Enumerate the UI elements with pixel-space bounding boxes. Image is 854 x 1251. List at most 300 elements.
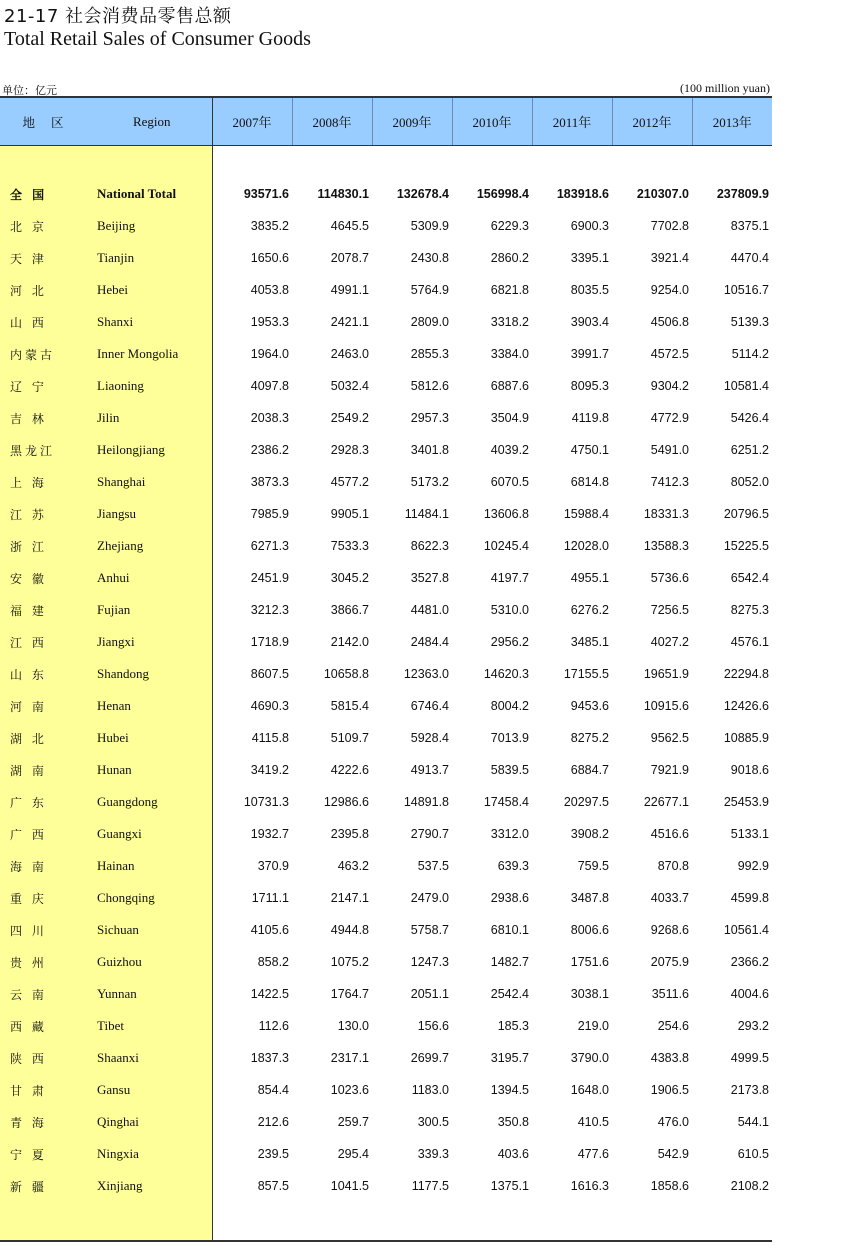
value-cell: 4750.1: [570, 443, 609, 457]
table-row: [0, 594, 772, 626]
value-cell: 2956.2: [490, 635, 529, 649]
value-cell: 2317.1: [330, 1051, 369, 1065]
region-name-english: Tibet: [92, 1010, 212, 1042]
value-cell: 2479.0: [410, 891, 449, 905]
table-row: [0, 370, 772, 402]
header-year-2012: 2012年: [612, 97, 692, 146]
region-name-english: Ningxia: [92, 1138, 212, 1170]
value-cell: 3395.1: [570, 251, 609, 265]
value-cell: 8006.6: [570, 923, 609, 937]
value-cell: 22294.8: [723, 667, 769, 681]
value-cell: 3045.2: [330, 571, 369, 585]
value-cell: 4913.7: [410, 763, 449, 777]
value-cell: 1183.0: [411, 1083, 449, 1097]
value-cell: 2038.3: [250, 411, 289, 425]
value-cell: 870.8: [657, 859, 689, 873]
value-cell: 20297.5: [563, 795, 609, 809]
header-row: [0, 97, 772, 146]
table-row: [0, 626, 772, 658]
value-cell: 1422.5: [250, 987, 289, 1001]
value-cell: 3038.1: [570, 987, 609, 1001]
region-name-chinese: 上 海: [0, 466, 92, 498]
value-cell: 8275.2: [570, 731, 609, 745]
value-cell: 5426.4: [730, 411, 769, 425]
value-cell: 10885.9: [723, 731, 769, 745]
region-name-chinese: 辽 宁: [0, 370, 92, 402]
unit-label-english: (100 million yuan): [680, 81, 770, 95]
value-cell: 5815.4: [330, 699, 369, 713]
region-name-english: Xinjiang: [92, 1170, 212, 1202]
value-cell: 3835.2: [250, 219, 289, 233]
value-cell: 3790.0: [570, 1051, 609, 1065]
value-cell: 212.6: [257, 1115, 289, 1129]
value-cell: 9905.1: [330, 507, 369, 521]
value-cell: 463.2: [337, 859, 369, 873]
spacer-row-bottom: [0, 1202, 772, 1241]
value-cell: 2075.9: [650, 955, 689, 969]
value-cell: 4039.2: [490, 443, 529, 457]
value-cell: 370.9: [257, 859, 289, 873]
value-cell: 6884.7: [570, 763, 609, 777]
region-name-english: Guangdong: [92, 786, 212, 818]
value-cell: 130.0: [337, 1019, 369, 1033]
value-cell: 7256.5: [650, 603, 689, 617]
value-cell: 93571.6: [243, 187, 289, 201]
value-cell: 476.0: [657, 1115, 689, 1129]
table-row: [0, 306, 772, 338]
table-row: [0, 818, 772, 850]
value-cell: 350.8: [497, 1115, 529, 1129]
value-cell: 19651.9: [643, 667, 689, 681]
value-cell: 1764.7: [330, 987, 369, 1001]
value-cell: 4222.6: [330, 763, 369, 777]
value-cell: 7921.9: [650, 763, 689, 777]
value-cell: 2957.3: [410, 411, 449, 425]
value-cell: 9562.5: [650, 731, 689, 745]
table-row: [0, 274, 772, 306]
region-name-chinese: 天 津: [0, 242, 92, 274]
value-cell: 6821.8: [490, 283, 529, 297]
value-cell: 3504.9: [490, 411, 529, 425]
value-cell: 254.6: [657, 1019, 689, 1033]
value-cell: 10245.4: [483, 539, 529, 553]
value-cell: 4955.1: [570, 571, 609, 585]
value-cell: 1650.6: [250, 251, 289, 265]
value-cell: 759.5: [577, 859, 609, 873]
value-cell: 8375.1: [730, 219, 769, 233]
value-cell: 6542.4: [730, 571, 769, 585]
value-cell: 17155.5: [563, 667, 609, 681]
value-cell: 8095.3: [570, 379, 609, 393]
value-cell: 237809.9: [716, 187, 769, 201]
region-name-chinese: 浙 江: [0, 530, 92, 562]
region-name-chinese: 湖 南: [0, 754, 92, 786]
value-cell: 6814.8: [570, 475, 609, 489]
value-cell: 5032.4: [330, 379, 369, 393]
value-cell: 7013.9: [490, 731, 529, 745]
value-cell: 8622.3: [410, 539, 449, 553]
value-cell: 3212.3: [250, 603, 289, 617]
value-cell: 1375.1: [490, 1179, 529, 1193]
value-cell: 8004.2: [490, 699, 529, 713]
region-name-english: Liaoning: [92, 370, 212, 402]
value-cell: 22677.1: [643, 795, 689, 809]
value-cell: 1075.2: [330, 955, 369, 969]
value-cell: 610.5: [737, 1147, 769, 1161]
table-row: [0, 402, 772, 434]
value-cell: 4506.8: [650, 315, 689, 329]
value-cell: 5764.9: [410, 283, 449, 297]
header-year-2010: 2010年: [452, 97, 532, 146]
value-cell: 5173.2: [410, 475, 449, 489]
value-cell: 4576.1: [730, 635, 769, 649]
region-name-english: Anhui: [92, 562, 212, 594]
value-cell: 4053.8: [250, 283, 289, 297]
region-name-chinese: 宁 夏: [0, 1138, 92, 1170]
value-cell: 12363.0: [403, 667, 449, 681]
region-name-chinese: 贵 州: [0, 946, 92, 978]
region-name-chinese: 云 南: [0, 978, 92, 1010]
value-cell: 2809.0: [410, 315, 449, 329]
value-cell: 537.5: [417, 859, 449, 873]
value-cell: 6070.5: [490, 475, 529, 489]
value-cell: 4481.0: [410, 603, 449, 617]
value-cell: 3921.4: [650, 251, 689, 265]
value-cell: 1718.9: [250, 635, 289, 649]
value-cell: 3318.2: [490, 315, 529, 329]
value-cell: 544.1: [737, 1115, 769, 1129]
table-row-national-total: [0, 178, 772, 210]
region-name-english: Jiangxi: [92, 626, 212, 658]
table-row: [0, 1074, 772, 1106]
value-cell: 112.6: [258, 1019, 289, 1033]
value-cell: 4944.8: [330, 923, 369, 937]
value-cell: 4516.6: [650, 827, 689, 841]
value-cell: 4572.5: [650, 347, 689, 361]
table-row: [0, 210, 772, 242]
value-cell: 4999.5: [730, 1051, 769, 1065]
region-name-english: National Total: [92, 178, 212, 210]
region-name-english: Yunnan: [92, 978, 212, 1010]
region-name-english: Tianjin: [92, 242, 212, 274]
value-cell: 4097.8: [250, 379, 289, 393]
value-cell: 8275.3: [730, 603, 769, 617]
value-cell: 20796.5: [723, 507, 769, 521]
region-name-english: Heilongjiang: [92, 434, 212, 466]
region-name-chinese: 全 国: [0, 178, 92, 210]
value-cell: 10658.8: [323, 667, 369, 681]
value-cell: 11484.1: [404, 507, 449, 521]
table-title-chinese: 21-17 社会消费品零售总额: [4, 6, 232, 27]
region-name-english: Hunan: [92, 754, 212, 786]
table-row: [0, 690, 772, 722]
value-cell: 639.3: [497, 859, 529, 873]
value-cell: 6887.6: [490, 379, 529, 393]
value-cell: 2147.1: [330, 891, 369, 905]
value-cell: 156.6: [417, 1019, 449, 1033]
value-cell: 2928.3: [330, 443, 369, 457]
retail-sales-table-container: [0, 96, 772, 1242]
value-cell: 15988.4: [563, 507, 609, 521]
region-name-english: Hainan: [92, 850, 212, 882]
value-cell: 17458.4: [483, 795, 529, 809]
value-cell: 5109.7: [330, 731, 369, 745]
value-cell: 293.2: [737, 1019, 769, 1033]
value-cell: 2463.0: [330, 347, 369, 361]
value-cell: 3527.8: [410, 571, 449, 585]
table-row: [0, 1010, 772, 1042]
value-cell: 2860.2: [490, 251, 529, 265]
value-cell: 5309.9: [410, 219, 449, 233]
value-cell: 6229.3: [490, 219, 529, 233]
table-row: [0, 466, 772, 498]
table-row: [0, 850, 772, 882]
table-row: [0, 914, 772, 946]
value-cell: 1482.7: [490, 955, 529, 969]
value-cell: 4772.9: [650, 411, 689, 425]
region-name-english: Fujian: [92, 594, 212, 626]
value-cell: 5839.5: [490, 763, 529, 777]
value-cell: 6900.3: [570, 219, 609, 233]
value-cell: 210307.0: [636, 187, 689, 201]
value-cell: 4470.4: [730, 251, 769, 265]
region-name-english: Inner Mongolia: [92, 338, 212, 370]
region-name-chinese: 广 东: [0, 786, 92, 818]
region-name-english: Shandong: [92, 658, 212, 690]
table-row: [0, 434, 772, 466]
value-cell: 1616.3: [570, 1179, 609, 1193]
value-cell: 5491.0: [650, 443, 689, 457]
value-cell: 13606.8: [483, 507, 529, 521]
value-cell: 2142.0: [330, 635, 369, 649]
value-cell: 2386.2: [250, 443, 289, 457]
value-cell: 1964.0: [250, 347, 289, 361]
value-cell: 10561.4: [723, 923, 769, 937]
spacer-row: [0, 146, 772, 179]
value-cell: 477.6: [577, 1147, 609, 1161]
value-cell: 2699.7: [410, 1051, 449, 1065]
region-name-english: Shanxi: [92, 306, 212, 338]
value-cell: 2078.7: [330, 251, 369, 265]
region-name-chinese: 山 东: [0, 658, 92, 690]
value-cell: 4645.5: [330, 219, 369, 233]
table-row: [0, 562, 772, 594]
value-cell: 13588.3: [643, 539, 689, 553]
value-cell: 5133.1: [730, 827, 769, 841]
value-cell: 2790.7: [410, 827, 449, 841]
table-row: [0, 1138, 772, 1170]
region-name-english: Guizhou: [92, 946, 212, 978]
region-name-english: Shaanxi: [92, 1042, 212, 1074]
value-cell: 1711.1: [251, 891, 289, 905]
region-name-english: Chongqing: [92, 882, 212, 914]
value-cell: 3511.6: [651, 987, 689, 1001]
value-cell: 854.4: [257, 1083, 289, 1097]
value-cell: 3401.8: [410, 443, 449, 457]
value-cell: 3487.8: [570, 891, 609, 905]
value-cell: 3384.0: [490, 347, 529, 361]
table-header: [0, 97, 772, 146]
value-cell: 10731.3: [243, 795, 289, 809]
value-cell: 1837.3: [250, 1051, 289, 1065]
region-name-chinese: 河 南: [0, 690, 92, 722]
region-name-chinese: 吉 林: [0, 402, 92, 434]
value-cell: 1751.6: [570, 955, 609, 969]
value-cell: 295.4: [337, 1147, 369, 1161]
value-cell: 3485.1: [570, 635, 609, 649]
value-cell: 3195.7: [490, 1051, 529, 1065]
value-cell: 239.5: [257, 1147, 289, 1161]
region-name-chinese: 北 京: [0, 210, 92, 242]
value-cell: 25453.9: [723, 795, 769, 809]
value-cell: 259.7: [337, 1115, 369, 1129]
value-cell: 4599.8: [730, 891, 769, 905]
value-cell: 2542.4: [490, 987, 529, 1001]
value-cell: 185.3: [497, 1019, 529, 1033]
value-cell: 2108.2: [730, 1179, 769, 1193]
value-cell: 12986.6: [323, 795, 369, 809]
value-cell: 4105.6: [250, 923, 289, 937]
value-cell: 7702.8: [650, 219, 689, 233]
value-cell: 10516.7: [723, 283, 769, 297]
value-cell: 3419.2: [250, 763, 289, 777]
value-cell: 219.0: [577, 1019, 609, 1033]
value-cell: 4383.8: [650, 1051, 689, 1065]
value-cell: 5758.7: [410, 923, 449, 937]
value-cell: 2484.4: [410, 635, 449, 649]
value-cell: 858.2: [257, 955, 289, 969]
region-name-chinese: 内蒙古: [0, 338, 92, 370]
value-cell: 1858.6: [650, 1179, 689, 1193]
value-cell: 4577.2: [330, 475, 369, 489]
value-cell: 992.9: [737, 859, 769, 873]
value-cell: 5736.6: [650, 571, 689, 585]
value-cell: 1394.5: [490, 1083, 529, 1097]
header-region-english: Region: [92, 97, 212, 146]
value-cell: 1023.6: [330, 1083, 369, 1097]
table-body: [0, 146, 772, 1242]
value-cell: 6746.4: [410, 699, 449, 713]
value-cell: 2938.6: [490, 891, 529, 905]
value-cell: 4991.1: [330, 283, 369, 297]
region-name-chinese: 安 徽: [0, 562, 92, 594]
value-cell: 9018.6: [730, 763, 769, 777]
region-name-english: Zhejiang: [92, 530, 212, 562]
value-cell: 14891.8: [403, 795, 449, 809]
value-cell: 8035.5: [570, 283, 609, 297]
value-cell: 12028.0: [563, 539, 609, 553]
value-cell: 3873.3: [250, 475, 289, 489]
value-cell: 6276.2: [570, 603, 609, 617]
value-cell: 4197.7: [490, 571, 529, 585]
value-cell: 1177.5: [411, 1179, 449, 1193]
value-cell: 10581.4: [723, 379, 769, 393]
value-cell: 9268.6: [650, 923, 689, 937]
region-name-chinese: 海 南: [0, 850, 92, 882]
value-cell: 410.5: [577, 1115, 609, 1129]
value-cell: 5928.4: [410, 731, 449, 745]
region-name-english: Henan: [92, 690, 212, 722]
value-cell: 1906.5: [650, 1083, 689, 1097]
region-name-english: Hebei: [92, 274, 212, 306]
region-name-chinese: 福 建: [0, 594, 92, 626]
value-cell: 5812.6: [410, 379, 449, 393]
region-name-chinese: 新 疆: [0, 1170, 92, 1202]
value-cell: 3908.2: [570, 827, 609, 841]
value-cell: 5114.2: [731, 347, 769, 361]
value-cell: 2366.2: [730, 955, 769, 969]
value-cell: 1953.3: [250, 315, 289, 329]
region-name-chinese: 西 藏: [0, 1010, 92, 1042]
value-cell: 542.9: [657, 1147, 689, 1161]
value-cell: 7533.3: [330, 539, 369, 553]
header-year-2008: 2008年: [292, 97, 372, 146]
region-name-english: Guangxi: [92, 818, 212, 850]
region-name-chinese: 黑龙江: [0, 434, 92, 466]
value-cell: 9304.2: [650, 379, 689, 393]
table-row: [0, 978, 772, 1010]
value-cell: 3991.7: [570, 347, 609, 361]
region-name-chinese: 江 苏: [0, 498, 92, 530]
region-name-chinese: 陕 西: [0, 1042, 92, 1074]
region-name-english: Jiangsu: [92, 498, 212, 530]
region-name-chinese: 河 北: [0, 274, 92, 306]
value-cell: 857.5: [257, 1179, 289, 1193]
region-name-chinese: 广 西: [0, 818, 92, 850]
value-cell: 300.5: [417, 1115, 449, 1129]
value-cell: 2051.1: [410, 987, 449, 1001]
table-row: [0, 786, 772, 818]
value-cell: 2451.9: [250, 571, 289, 585]
header-region-chinese: 地 区: [0, 97, 92, 146]
region-name-chinese: 四 川: [0, 914, 92, 946]
table-title-english: Total Retail Sales of Consumer Goods: [4, 28, 311, 50]
table-row: [0, 754, 772, 786]
value-cell: 14620.3: [483, 667, 529, 681]
value-cell: 5310.0: [490, 603, 529, 617]
table-row: [0, 946, 772, 978]
value-cell: 9453.6: [570, 699, 609, 713]
region-name-chinese: 江 西: [0, 626, 92, 658]
value-cell: 8052.0: [730, 475, 769, 489]
table-row: [0, 722, 772, 754]
table-row: [0, 530, 772, 562]
value-cell: 1648.0: [570, 1083, 609, 1097]
value-cell: 339.3: [417, 1147, 449, 1161]
region-name-english: Shanghai: [92, 466, 212, 498]
region-name-english: Gansu: [92, 1074, 212, 1106]
header-year-2007: 2007年: [212, 97, 292, 146]
table-row: [0, 242, 772, 274]
value-cell: 7985.9: [250, 507, 289, 521]
table-row: [0, 498, 772, 530]
value-cell: 4033.7: [650, 891, 689, 905]
value-cell: 156998.4: [476, 187, 529, 201]
value-cell: 6251.2: [730, 443, 769, 457]
value-cell: 4119.8: [571, 411, 609, 425]
value-cell: 7412.3: [650, 475, 689, 489]
value-cell: 132678.4: [396, 187, 449, 201]
table-row: [0, 658, 772, 690]
value-cell: 403.6: [497, 1147, 529, 1161]
header-year-2011: 2011年: [532, 97, 612, 146]
table-row: [0, 1042, 772, 1074]
unit-label-chinese: 单位：亿元: [2, 84, 57, 97]
value-cell: 1041.5: [330, 1179, 369, 1193]
retail-sales-table: [0, 96, 772, 1242]
value-cell: 2395.8: [330, 827, 369, 841]
value-cell: 6810.1: [490, 923, 529, 937]
